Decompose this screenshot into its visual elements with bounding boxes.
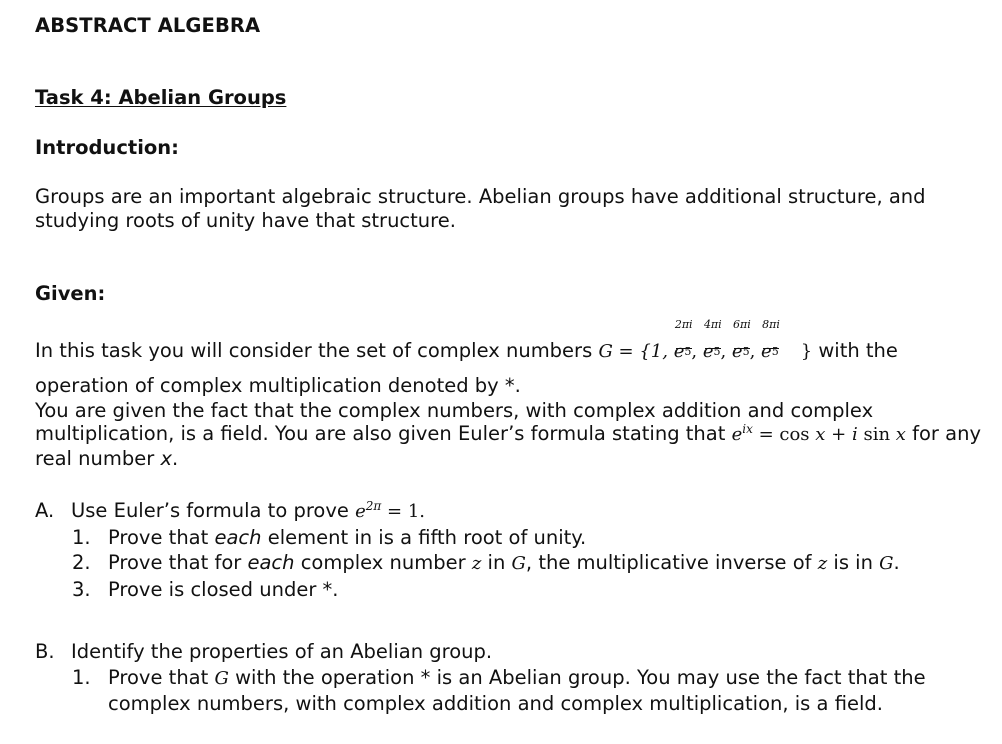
exponential-term: e 8πi — [761, 318, 780, 362]
given-heading: Given: — [35, 282, 106, 305]
given-line-3: You are given the fact that the complex numbers, with complex addition and complex — [35, 399, 874, 422]
exponential-term: e 6πi — [731, 318, 751, 362]
part-b-heading: B. Identify the properties of an Abelian group. — [35, 640, 493, 663]
document-header: ABSTRACT ALGEBRA — [35, 14, 261, 37]
part-b — [35, 639, 926, 717]
introduction-paragraph — [35, 185, 926, 233]
euler-formula: $e^{ix} = \cos x + i$ sin x — [731, 422, 906, 445]
exponential-term: e 4πi — [702, 318, 722, 362]
exponential-term: e 2πi — [673, 318, 693, 362]
given-line-2: operation of complex multiplication denoted by *. — [35, 374, 521, 397]
part-a-item: 3. Prove is closed under *. — [72, 577, 339, 601]
part-a-item: 1. Prove that each element in is a fifth root of unity. — [72, 525, 587, 549]
introduction-heading: Introduction: — [35, 136, 179, 159]
set-G-open: G = {1, — [598, 341, 674, 362]
part-a-item: 2. Prove that for each complex number z in G, the multiplicative inverse of z is in G. — [72, 551, 900, 574]
given-line-1: In this task you will consider the set of complex numbers G = {1, e 2πi 5, e 4πi 5, e 6πi 5, e 8πi 5 } with the — [35, 318, 898, 362]
intro-line: Groups are an important algebraic structure. Abelian groups have additional structure, and — [35, 185, 926, 208]
part-a — [35, 494, 900, 602]
given-line-4: multiplication, is a field. You are also given Euler’s formula stating that $e^{ix} = \cos x + i$ sin x for any — [35, 422, 981, 445]
given-line-5: real number x. — [35, 447, 179, 470]
part-a-heading: A. Use Euler’s formula to prove $e^{2\pi} = 1$. — [35, 499, 425, 522]
euler-proof-formula: $e^{2\pi} = 1$. — [355, 499, 425, 522]
part-b-item: 1. Prove that G with the operation * is an Abelian group. You may use the fact that the — [72, 665, 926, 689]
task-title: Task 4: Abelian Groups — [35, 86, 287, 109]
part-b-item-continuation: complex numbers, with complex addition and complex multiplication, is a field. — [108, 692, 883, 715]
intro-line: studying roots of unity have that structure. — [35, 209, 456, 232]
